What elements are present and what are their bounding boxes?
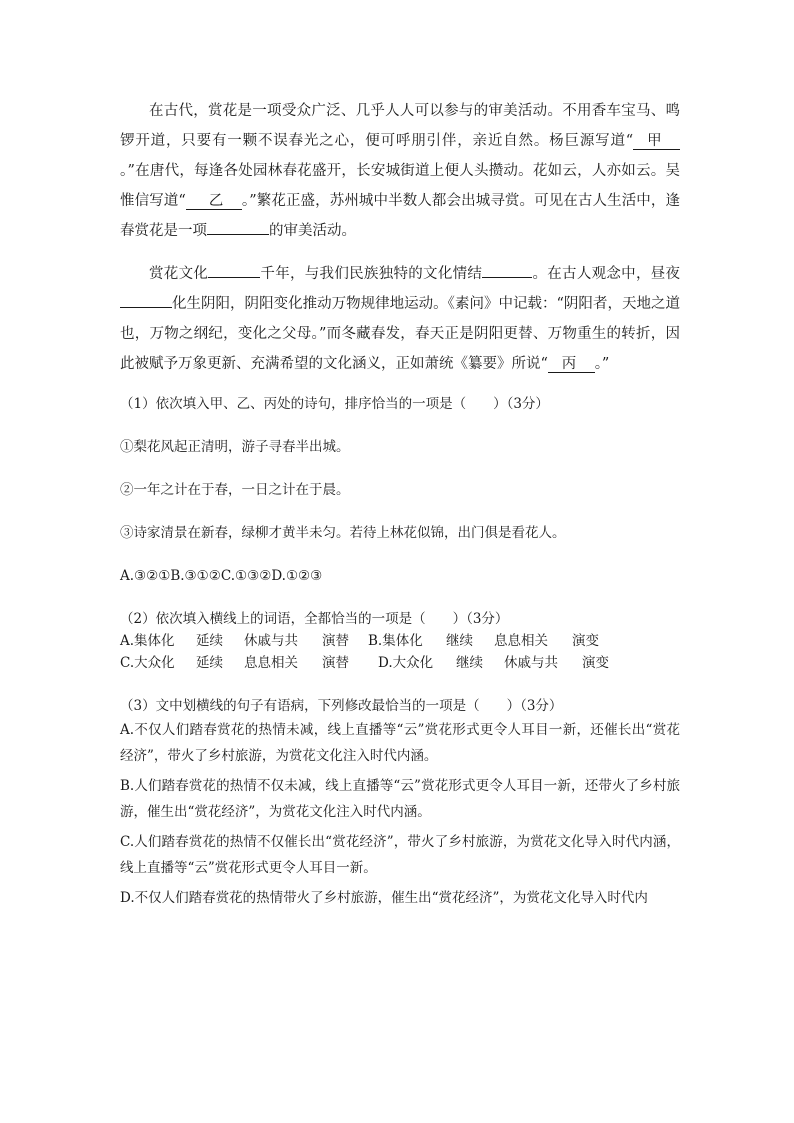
passage-text: 千年，与我们民族独特的文化情结	[260, 266, 483, 282]
question-1-title: （1）依次填入甲、乙、丙处的诗句，排序恰当的一项是（ ）（3分）	[120, 396, 549, 412]
blank-bing: 丙	[548, 356, 595, 373]
passage-text: 。”	[594, 356, 610, 372]
q3-option-a: A.不仅人们踏春赏花的热情未减，线上直播等“云”赏花形式更令人耳目一新，还催长出“赏花经济”，带火了乡村旅游，为赏花文化注入时代内涵。	[120, 722, 680, 764]
q1-item-2: ②一年之计在于春，一日之计在于晨。	[120, 482, 350, 498]
blank-yi: 乙	[186, 193, 242, 210]
blank-jia: 甲	[633, 133, 680, 150]
question-2-title: （2）依次填入横线上的词语，全都恰当的一项是（ ）（3分）	[120, 611, 509, 627]
blank-line	[208, 263, 260, 278]
passage-paragraph-1	[120, 96, 680, 246]
q2-options-row-1: A.集体化 延续 休戚与共 演替 B.集体化 继续 息息相关 演变	[120, 633, 599, 649]
blank-line	[482, 263, 532, 278]
document-page	[120, 96, 680, 911]
passage-text: 。”在唐代，每逢各处园林春花盛开，长安城街道上便人头攒动。花如云，人亦如云。吴惟信写道“	[120, 163, 680, 209]
blank-line	[120, 293, 172, 308]
passage-text: 化生阴阳，阴阳变化推动万物规律地运动。《素问》中记载：“阴阳者，天地之道也，万物之纲纪，变化之父母。”而冬藏春发，春天正是阴阳更替、万物重生的转折，因此被赋予万象更新、充满希望的文化涵义，正如萧统《纂要》所说“	[120, 296, 680, 372]
q1-item-1: ①梨花风起正清明，游子寻春半出城。	[120, 439, 350, 455]
q3-option-c: C.人们踏春赏花的热情不仅催长出“赏花经济”，带火了乡村旅游，为赏花文化导入时代内涵，线上直播等“云”赏花形式更令人耳目一新。	[120, 834, 680, 876]
passage-paragraph-2	[120, 259, 680, 379]
passage-text: 。在古人观念中，昼夜	[532, 266, 681, 282]
passage-text: 的审美活动。	[269, 223, 356, 239]
q1-options: A.③②①B.③①②C.①③②D.①②③	[120, 568, 323, 584]
q1-item-3: ③诗家清景在新春，绿柳才黄半未匀。若待上林花似锦，出门俱是看花人。	[120, 525, 566, 541]
q2-options-row-2: C.大众化 延续 息息相关 演替 D.大众化 继续 休戚与共 演变	[120, 655, 609, 671]
blank-line	[207, 220, 269, 235]
q3-option-b: B.人们踏春赏花的热情不仅未减，线上直播等“云”赏花形式更令人耳目一新，还带火了乡村旅游，催生出“赏花经济”，为赏花文化注入时代内涵。	[120, 778, 680, 820]
passage-text: 赏花文化	[149, 266, 209, 282]
question-3-title: （3）文中划横线的句子有语病，下列修改最恰当的一项是（ ）（3分）	[120, 698, 563, 714]
passage-text: 。”繁花正盛，苏州城中半数人都会出城寻赏。可见在古人生活中，逢春赏花是一项	[120, 193, 680, 239]
q3-option-d: D.不仅人们踏春赏花的热情带火了乡村旅游，催生出“赏花经济”，为赏花文化导入时代内	[120, 890, 648, 906]
passage-text: 在古代，赏花是一项受众广泛、几乎人人可以参与的审美活动。不用香车宝马、鸣锣开道，只要有一颗不误春光之心，便可呼朋引伴，亲近自然。杨巨源写道“	[120, 103, 680, 149]
